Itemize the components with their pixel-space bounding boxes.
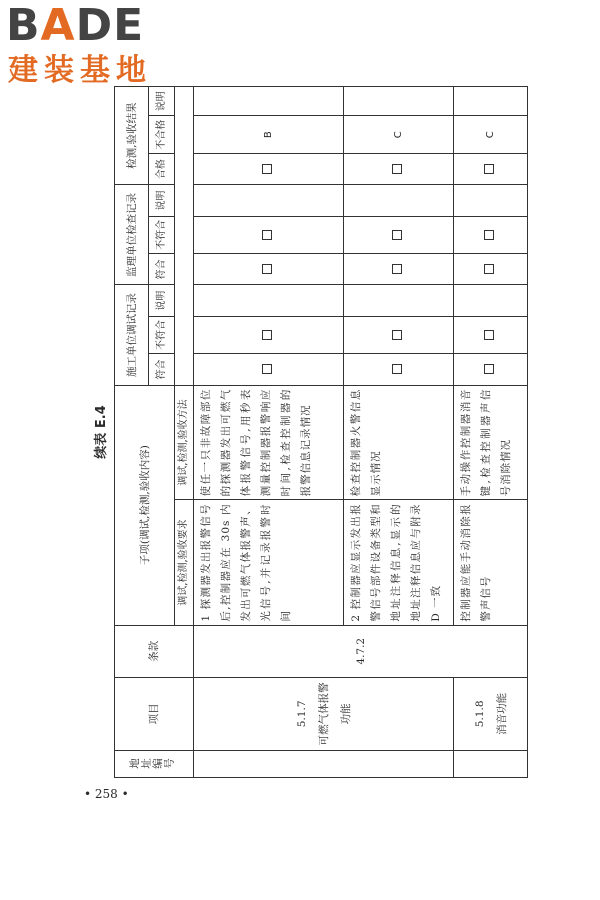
checkbox[interactable] [344, 153, 454, 184]
checkbox[interactable] [454, 254, 528, 285]
item-name: 可燃气体报警功能 [317, 682, 352, 746]
header-construction: 施工单位调试记录 [115, 285, 149, 385]
header-address: 地址编号 [115, 750, 194, 777]
method-text: 使任一只非故障部位的探测器发出可燃气体报警信号,用秒表测量控制器报警响应时间,检查控制器的报警信息记录情况 [194, 385, 344, 500]
logo-wordmark: BADE [6, 0, 145, 51]
checkbox[interactable] [194, 153, 344, 184]
table-row [194, 87, 344, 778]
checkbox[interactable] [344, 254, 454, 285]
header-pass: 合格 [149, 153, 175, 184]
header-fail: 不合格 [149, 116, 175, 154]
page-number: • 258 • [84, 787, 129, 801]
checkbox[interactable] [194, 354, 344, 385]
requirement-text: 2 控制器应显示发出报警信号部件设备类型和地址注释信息,显示的地址注释信息应与附录 D 一致 [344, 500, 454, 625]
clause-cell: 4.7.2 [194, 625, 528, 677]
inspection-table [114, 86, 528, 778]
checkbox[interactable] [194, 316, 344, 354]
checkbox[interactable] [344, 316, 454, 354]
checkbox[interactable] [344, 216, 454, 254]
header-note: 说明 [149, 185, 175, 216]
header-note: 说明 [149, 285, 175, 316]
checkbox[interactable] [194, 254, 344, 285]
checkbox[interactable] [194, 216, 344, 254]
checkbox[interactable] [454, 354, 528, 385]
header-fail: 不符合 [149, 316, 175, 354]
checkbox[interactable] [454, 316, 528, 354]
method-text: 手动操作控制器消音键,检查控制器声信号消除情况 [454, 385, 528, 500]
checkbox[interactable] [454, 216, 528, 254]
result-grade: C [344, 116, 454, 154]
header-supervision: 监理单位检查记录 [115, 185, 149, 285]
header-clause: 条款 [115, 625, 194, 677]
item-cell [194, 677, 454, 750]
table-caption: 续表 E.4 [94, 405, 109, 459]
item-code: 5.1.7 [295, 700, 308, 728]
header-fail: 不符合 [149, 216, 175, 254]
item-code: 5.1.8 [473, 700, 486, 728]
result-grade: C [454, 116, 528, 154]
item-cell [454, 677, 528, 750]
header-item: 项目 [115, 677, 194, 750]
header-pass: 符合 [149, 254, 175, 285]
header-pass: 符合 [149, 354, 175, 385]
item-name: 消音功能 [495, 692, 508, 735]
method-text: 检查控制器火警信息显示情况 [344, 385, 454, 500]
table-container [86, 86, 530, 778]
checkbox[interactable] [344, 354, 454, 385]
header-note: 说明 [149, 87, 175, 116]
header-requirement: 调试,检测,验收要求 [175, 500, 194, 625]
requirement-text: 1 探测器发出报警信号后,控制器应在 30s 内发出可燃气体报警声、光信号,并记录报警时间 [194, 500, 344, 625]
requirement-text: 控制器应能手动消除报警声信号 [454, 500, 528, 625]
header-subitem: 子项(调试,检测,验收内容) [115, 385, 175, 625]
result-grade: B [194, 116, 344, 154]
checkbox[interactable] [454, 153, 528, 184]
logo-subtitle: 建装基地 [8, 53, 152, 88]
header-method: 调试,检测,验收方法 [175, 385, 194, 500]
header-result: 检测,验收结果 [115, 87, 149, 185]
brand-logo [6, 0, 186, 90]
rotated-page [86, 86, 530, 778]
